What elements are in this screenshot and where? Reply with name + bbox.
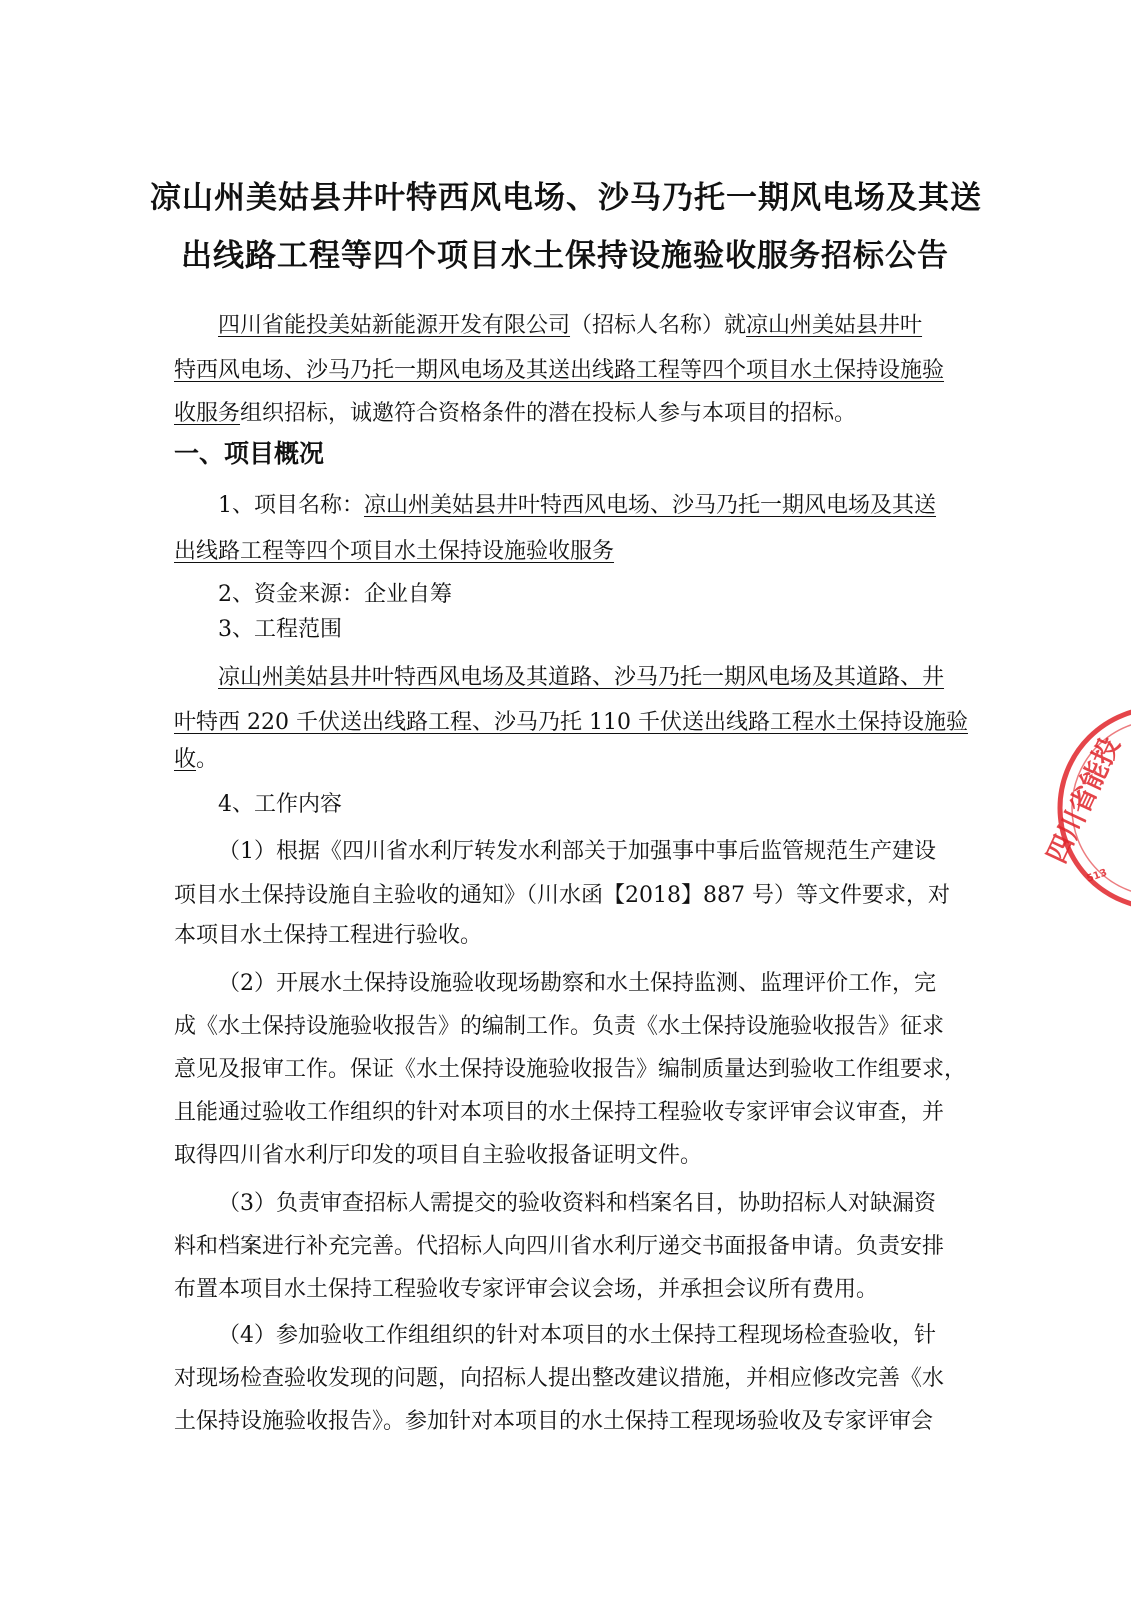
scope-text: 叶特西 220 千伏送出线路工程、沙马乃托 110 千伏送出线路工程水土保持设施验	[174, 710, 968, 735]
item4-p1-line: （1）根据《四川省水利厅转发水利部关于加强事中事后监管规范生产建设	[218, 839, 936, 864]
item4-p3-line: 料和档案进行补充完善。代招标人向四川省水利厅递交书面报备申请。负责安排	[174, 1234, 945, 1259]
section-heading: 一、项目概况	[174, 439, 325, 468]
item3-scope-line-1	[218, 664, 944, 692]
project-name-part: 特西风电场、沙马乃托一期风电场及其送出线路工程等四个项目水土保持设施验	[174, 358, 945, 383]
item3-label: 3、工程范围	[218, 617, 342, 642]
project-name-part: 凉山州美姑县井叶	[746, 313, 923, 338]
item4-p2-line: （2）开展水土保持设施验收现场勘察和水土保持监测、监理评价工作，完	[218, 971, 936, 996]
item4-p3-line: （3）负责审查招标人需提交的验收资料和档案名目，协助招标人对缺漏资	[218, 1191, 936, 1216]
item3-scope-line-3	[174, 746, 218, 774]
item4-p4-line: （4）参加验收工作组组织的针对本项目的水土保持工程现场检查验收，针	[218, 1323, 936, 1348]
item4-p1-line: 本项目水土保持工程进行验收。	[174, 923, 483, 948]
intro-line-2	[174, 357, 944, 385]
item1-label: 1、项目名称：	[218, 493, 364, 518]
item4-p2-line: 意见及报审工作。保证《水土保持设施验收报告》编制质量达到验收工作组要求，	[174, 1057, 967, 1082]
item4-p2-line: 且能通过验收工作组织的针对本项目的水土保持工程验收专家评审会议审查，并	[174, 1100, 945, 1125]
intro-line-3	[174, 400, 856, 428]
document-title-line-2: 出线路工程等四个项目水土保持设施验收服务招标公告	[181, 238, 949, 274]
scope-text: 凉山州美姑县井叶特西风电场及其道路、沙马乃托一期风电场及其道路、井	[218, 665, 945, 690]
item1-line-2	[174, 538, 614, 566]
intro-line-1	[218, 312, 922, 340]
company-seal	[1040, 700, 1131, 930]
item1-project-name: 凉山州美姑县井叶特西风电场、沙马乃托一期风电场及其送	[364, 493, 937, 518]
item1-project-name: 出线路工程等四个项目水土保持设施验收服务	[174, 539, 615, 564]
scope-text: 收	[174, 747, 197, 772]
item4-label: 4、工作内容	[218, 792, 342, 817]
tenderer-note: （招标人名称）就	[570, 313, 747, 338]
item2-funding: 2、资金来源：企业自筹	[218, 582, 452, 607]
intro-tail: 组织招标，诚邀符合资格条件的潜在投标人参与本项目的招标。	[240, 401, 857, 426]
item4-p2-line: 成《水土保持设施验收报告》的编制工作。负责《水土保持设施验收报告》征求	[174, 1014, 945, 1039]
item1-line-1	[218, 492, 936, 520]
tenderer-name: 四川省能投美姑新能源开发有限公司	[218, 313, 571, 338]
item4-p2-line: 取得四川省水利厅印发的项目自主验收报备证明文件。	[174, 1143, 703, 1168]
project-name-part: 收服务	[174, 401, 241, 426]
document-title-line-1: 凉山州美姑县井叶特西风电场、沙马乃托一期风电场及其送	[150, 180, 982, 216]
scope-end: 。	[196, 747, 219, 772]
item4-p3-line: 布置本项目水土保持工程验收专家评审会议会场，并承担会议所有费用。	[174, 1277, 879, 1302]
item3-scope-line-2	[174, 709, 968, 737]
seal-number: 513	[1085, 867, 1109, 885]
item4-p4-line: 土保持设施验收报告》。参加针对本项目的水土保持工程现场验收及专家评审会	[174, 1409, 934, 1434]
seal-char: 四川省能投	[1041, 732, 1127, 868]
item4-p4-line: 对现场检查验收发现的问题，向招标人提出整改建议措施，并相应修改完善《水	[174, 1366, 945, 1391]
item4-p1-line: 项目水土保持设施自主验收的通知》（川水函【2018】887 号）等文件要求，对	[174, 883, 950, 908]
